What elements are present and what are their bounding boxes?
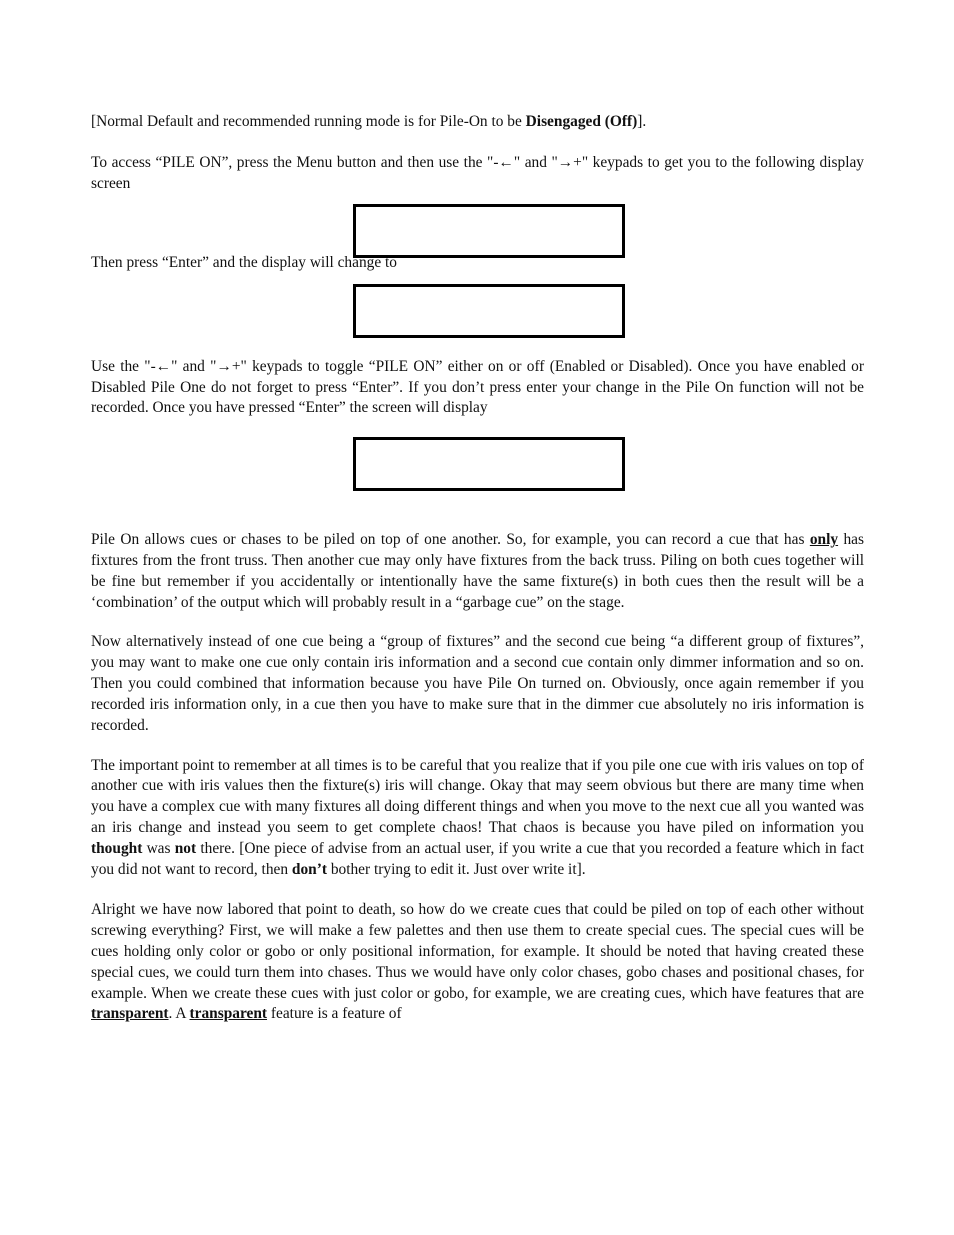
display-screen-3 bbox=[353, 437, 625, 491]
transparent-emphasis-2: transparent bbox=[189, 1005, 268, 1023]
transparent-emphasis-1: transparent bbox=[91, 1005, 169, 1023]
display-screen-1 bbox=[353, 204, 625, 258]
left-arrow-icon: ← bbox=[155, 357, 172, 375]
thought-emphasis: thought bbox=[91, 840, 143, 858]
left-arrow-icon: ← bbox=[498, 153, 514, 171]
access-instructions: To access “PILE ON”, press the Menu button and then use the "-←" and "→+" keypads to get you to the following display screen bbox=[91, 153, 865, 192]
pile-on-paragraph-1: Pile On allows cues or chases to be piled on top of one another. So, for example, you can record a cue that has only has fixtures from the front truss. Then another cue may only have fixtures from the back truss. Piling on both cues together will be fine but remember if you accidentally or intentionally have the same fixture(s) in both cues then the result will be a ‘combination’ of the output which will probably result in a “garbage cue” on the stage. bbox=[91, 531, 864, 612]
not-emphasis: not bbox=[174, 840, 197, 858]
then-press-enter: Then press “Enter” and the display will change to bbox=[91, 253, 398, 271]
right-arrow-icon: → bbox=[557, 153, 574, 171]
dont-emphasis: don’t bbox=[291, 861, 327, 879]
disengaged-emphasis: Disengaged (Off) bbox=[525, 113, 638, 130]
pile-on-paragraph-2: Now alternatively instead of one cue being a “group of fixtures” and the second cue being “a different group of fixtures”, you may want to make one cue only contain iris information and a second cue contain only dimmer information and so on. Then you could combined that information because you have Pile On turned on. Obviously, once again remember if you recorded iris information only, in a cue then you have to make sure that in the dimmer cue absolutely no iris information is recorded. bbox=[91, 632, 864, 734]
display-screen-2 bbox=[353, 284, 625, 338]
toggle-instructions: Use the "-←" and "→+" keypads to toggle “PILE ON” either on or off (Enabled or Disabled). Once you have enabled or Disabled Pile One do not forget to press “Enter”. If you don’t press enter your change in the Pile On function will not be recorded. Once you have pressed “Enter” the screen will display bbox=[91, 357, 864, 417]
pile-on-paragraph-4: Alright we have now labored that point to death, so how do we create cues that could be piled on top of each other without screwing everything? First, we will make a few palettes and then use them to create special cues. The special cues will be cues holding only color or gobo or only positional information, for example. It should be noted that having created these special cues, we could turn them into chases. Thus we would have only color chases, gobo chases and positional chases, for example. When we create these cues with just color or gobo, for example, we are creating cues, which have features that are transparent. A transparent feature is a feature of bbox=[91, 900, 864, 1023]
pile-on-paragraph-3: The important point to remember at all times is to be careful that you realize that if you pile one cue with iris values on top of another cue with iris values then the fixture(s) iris will change. Okay that may seem obvious but there are many time when you have a complex cue with many fixtures all doing different things and when you move to the next cue all you wanted was an iris change and instead you seem to get complete chaos! That chaos is because you have piled on information you thought was not there. [One piece of advise from an actual user, if you write a cue that you recorded a feature which in fact you did not want to record, then don’t bother trying to edit it. Just over write it]. bbox=[91, 756, 864, 879]
document-page bbox=[91, 112, 864, 1025]
default-mode-note: [Normal Default and recommended running mode is for Pile-On to be Disengaged (Off)]. bbox=[91, 113, 647, 130]
only-emphasis: only bbox=[809, 531, 839, 549]
right-arrow-icon: → bbox=[216, 357, 232, 375]
